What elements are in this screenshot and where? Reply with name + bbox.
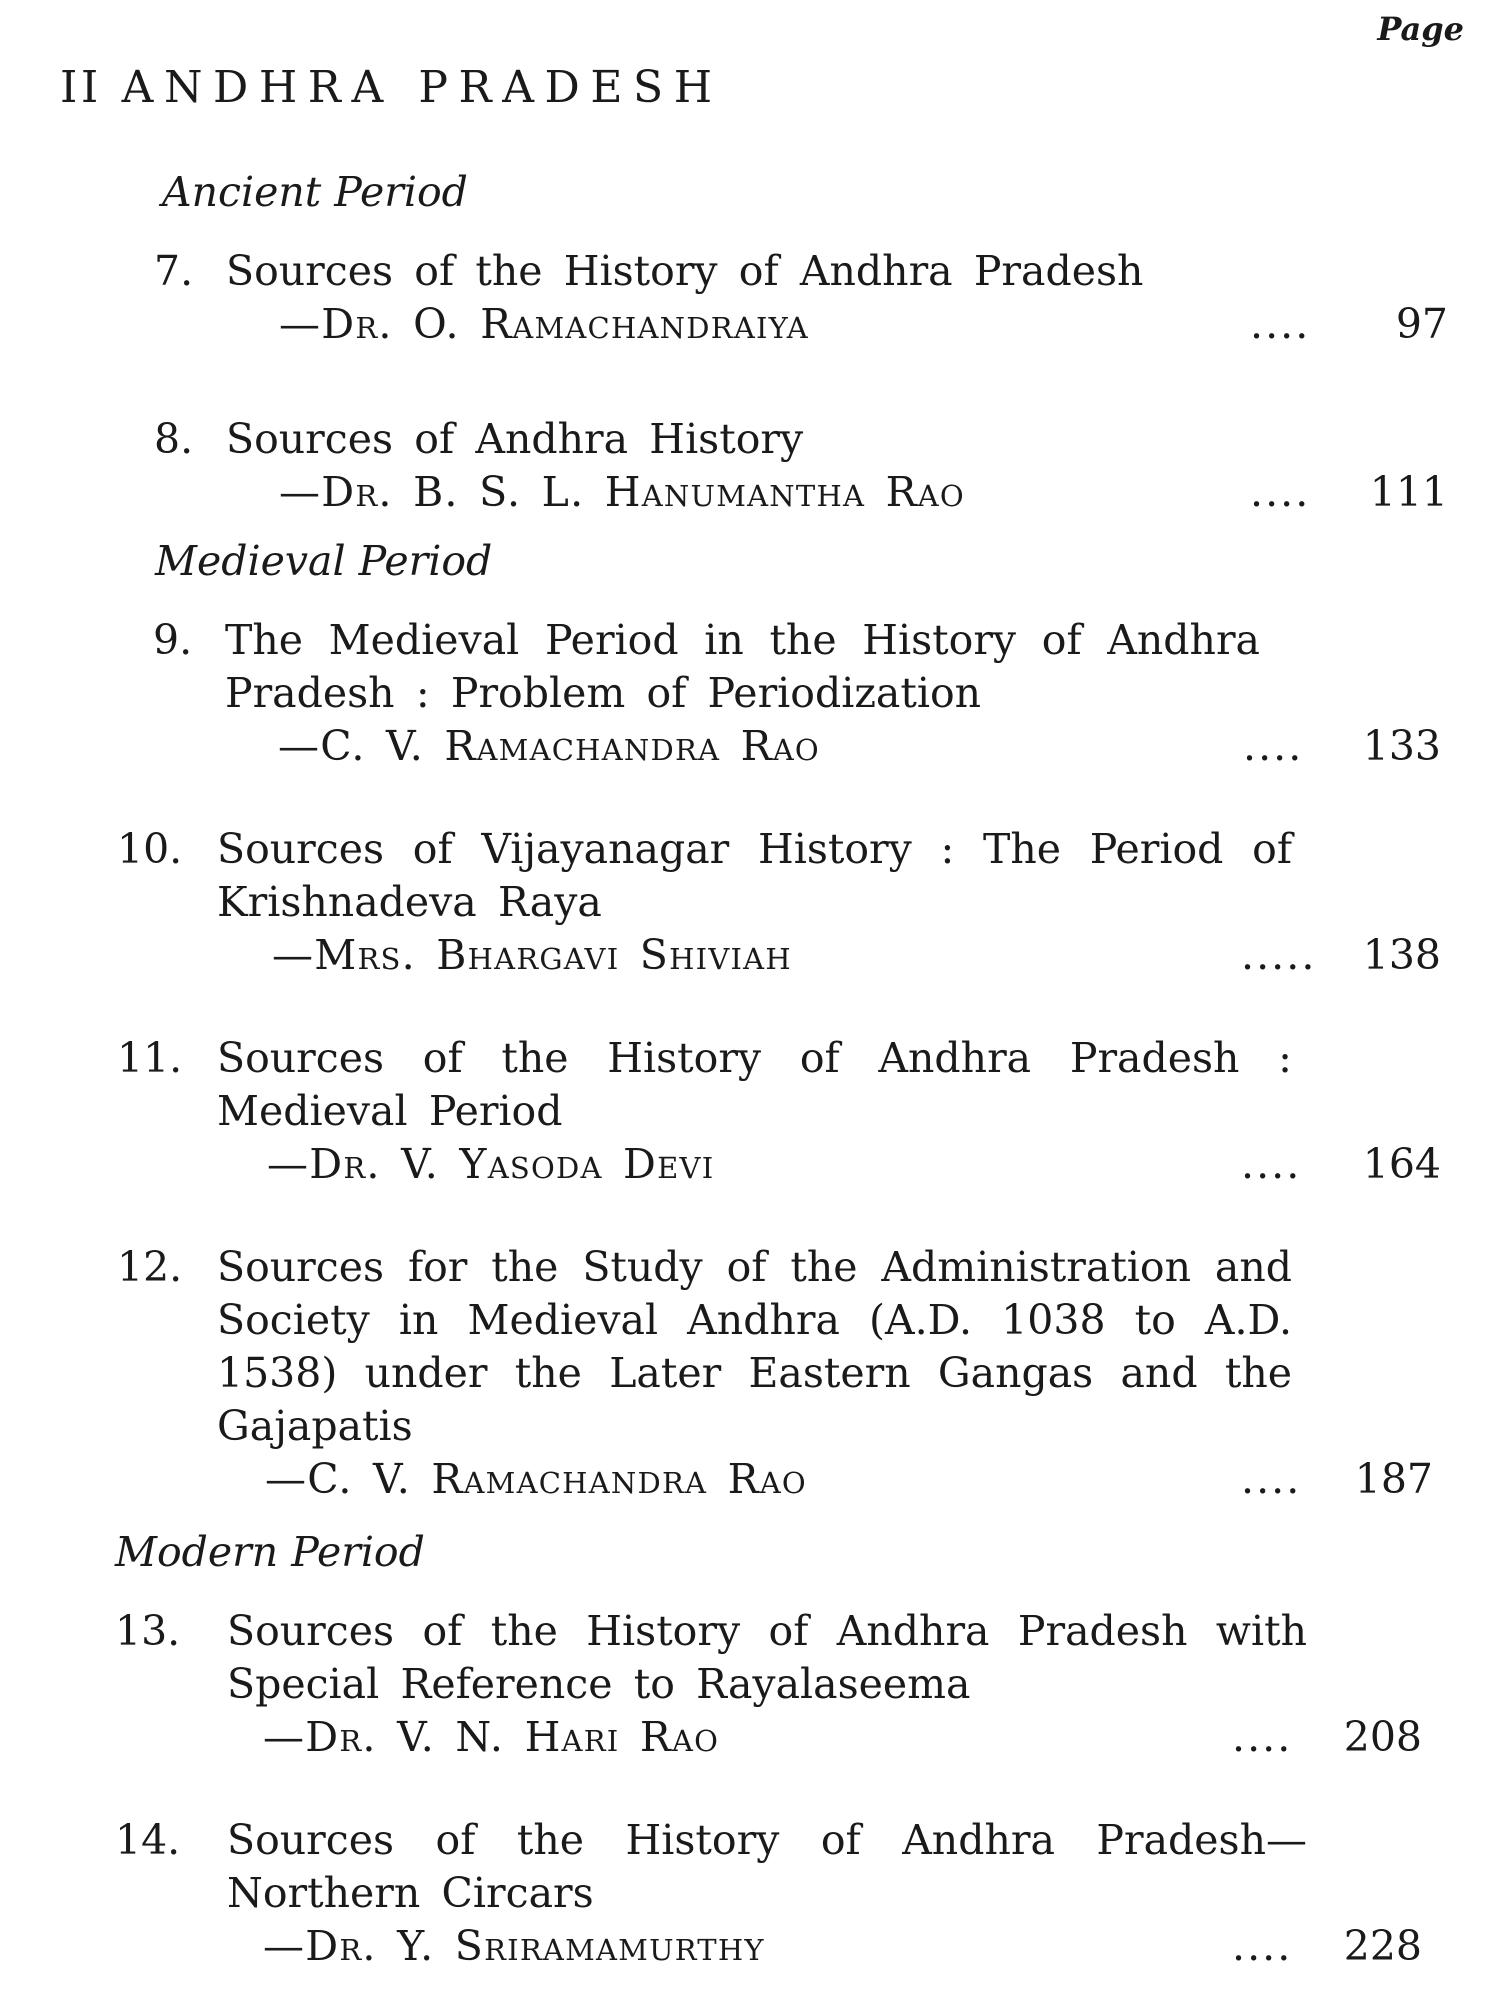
toc-entry [115,1605,1500,1764]
author-line [117,1453,1500,1506]
entry-author: —Dr. V. Yasoda Devi [267,1140,715,1189]
entry-number: 9. [153,616,193,665]
leader-dots: .... [1241,1455,1302,1504]
author-line [154,298,1500,351]
toc-entry [153,614,1500,773]
leader-dots: .... [1232,1713,1293,1762]
section-title: Modern Period [115,1528,425,1577]
entry-number: 12. [117,1243,183,1292]
entry-page-number: 187 [1354,1455,1433,1504]
entry-title: Sources of the History of Andhra Pradesh— Northern Circars [227,1816,1307,1918]
entry-number: 10. [117,825,183,874]
entry-page-number: 228 [1343,1922,1422,1971]
toc-entry [117,1241,1500,1506]
author-line [117,1138,1500,1191]
table-of-contents [0,170,1500,1973]
entry-title: Sources of the History of Andhra Pradesh with Special Reference to Rayalaseema [227,1607,1307,1709]
entry-author: —C. V. Ramachandra Rao [278,722,820,771]
entry-title: The Medieval Period in the History of Andhra Pradesh : Problem of Periodization [225,616,1260,718]
entry-author: —Dr. B. S. L. Hanumantha Rao [279,468,965,517]
leader-dots: .... [1250,468,1311,517]
part-title: ANDHRA PRADESH [121,62,723,113]
leader-dots: ..... [1241,931,1317,980]
author-line [117,929,1500,982]
author-line [115,1920,1500,1973]
page-column-label: Page [1377,10,1464,48]
entry-page-number: 208 [1343,1713,1422,1762]
author-line [153,720,1500,773]
entry-page-number: 133 [1362,722,1441,771]
entry-number: 7. [154,247,194,296]
entry-page-number: 111 [1369,468,1448,517]
entry-number: 14. [115,1816,181,1865]
author-line [115,1711,1500,1764]
entry-author: —C. V. Ramachandra Rao [265,1455,807,1504]
section-ancient [0,170,1500,519]
entry-author: —Mrs. Bhargavi Shiviah [272,931,792,980]
toc-entry [117,823,1500,982]
leader-dots: .... [1243,722,1304,771]
entry-title: Sources of Andhra History [226,415,804,464]
toc-entry [154,245,1500,351]
leader-dots: .... [1250,300,1311,349]
leader-dots: .... [1241,1140,1302,1189]
toc-entry [154,413,1500,519]
entry-number: 8. [154,415,194,464]
entry-title: Sources of the History of Andhra Pradesh [226,247,1144,296]
entry-page-number: 138 [1362,931,1441,980]
entry-title: Sources for the Study of the Administration and Society in Medieval Andhra (A.D. 1038 to A.D. 1538) under the Later Eastern Gangas and the Gajapatis [217,1243,1292,1451]
entry-author: —Dr. O. Ramachandraiya [279,300,809,349]
entry-page-number: 97 [1395,300,1448,349]
author-line [154,466,1500,519]
entry-author: —Dr. V. N. Hari Rao [263,1713,720,1762]
entry-title: Sources of the History of Andhra Pradesh : Medieval Period [217,1034,1292,1136]
entry-number: 13. [115,1607,181,1656]
part-heading [60,62,723,113]
entry-author: —Dr. Y. Sriramamurthy [263,1922,765,1971]
entry-page-number: 164 [1362,1140,1441,1189]
entry-number: 11. [117,1034,183,1083]
toc-entry [117,1032,1500,1191]
section-medieval [0,539,1500,1506]
toc-entry [115,1814,1500,1973]
part-number: II [60,62,102,113]
section-title: Medieval Period [155,537,493,586]
section-modern [0,1530,1500,1973]
section-title: Ancient Period [162,168,468,216]
entry-title: Sources of Vijayanagar History : The Period of Krishnadeva Raya [217,825,1292,927]
leader-dots: .... [1232,1922,1293,1971]
